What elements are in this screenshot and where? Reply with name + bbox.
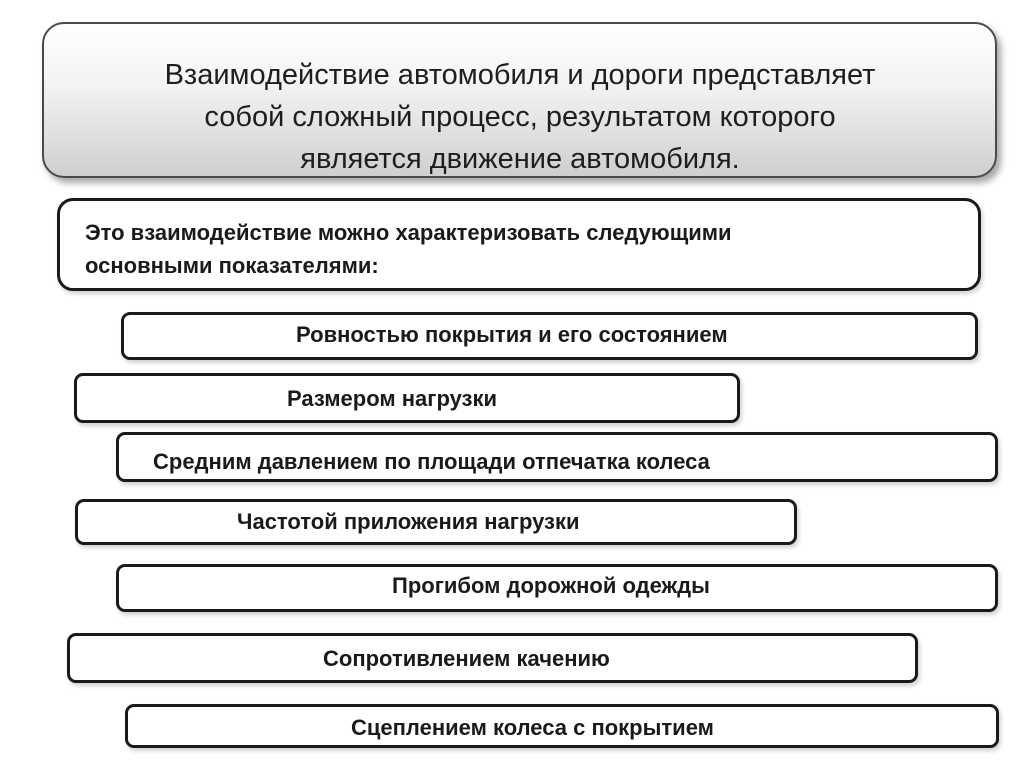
indicator-label-1: Ровностью покрытия и его состоянием: [296, 322, 728, 347]
indicator-label-5: Прогибом дорожной одежды: [392, 573, 710, 598]
header-text: [60, 54, 980, 180]
header-line-3: является движение автомобиля.: [300, 143, 740, 175]
header-line-2: собой сложный процесс, результатом которого: [204, 101, 836, 133]
intro-line-1: Это взаимодействие можно характеризовать следующими: [85, 220, 732, 245]
intro-text: [85, 216, 965, 282]
indicator-label-3: Средним давлением по площади отпечатка колеса: [153, 449, 710, 474]
indicator-label-4: Частотой приложения нагрузки: [237, 509, 580, 534]
indicator-label-6: Сопротивлением качению: [323, 646, 610, 671]
header-line-1: Взаимодействие автомобиля и дороги представляет: [164, 59, 876, 91]
intro-line-2: основными показателями:: [85, 253, 379, 278]
indicator-label-7: Сцеплением колеса с покрытием: [351, 715, 714, 740]
indicator-label-2: Размером нагрузки: [287, 386, 498, 411]
